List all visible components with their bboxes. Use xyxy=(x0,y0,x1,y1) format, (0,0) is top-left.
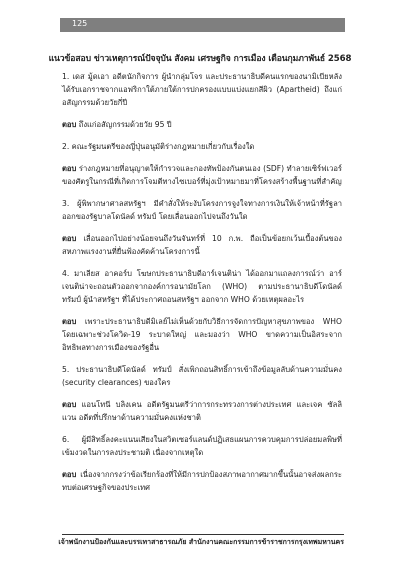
answer-1 xyxy=(62,118,342,131)
answer-5 xyxy=(62,398,342,424)
page-title: แนวข้อสอบ ข่าวเหตุการณ์ปัจจุบัน สังคม เศรษฐกิจ การเมือง เดือนกุมภาพันธ์ 2568 xyxy=(48,54,352,64)
answer-label: ตอบ xyxy=(62,317,77,326)
answer-label: ตอบ xyxy=(62,470,77,479)
question-5: 5. ประธานาธิบดีโดนัลด์ ทรัมป์ สั่งเพิกถอนสิทธิ์การเข้าถึงข้อมูลลับด้านความมั่นคง (security clearances) ของใคร xyxy=(62,365,342,387)
answer-label: ตอบ xyxy=(62,120,77,129)
question-3: 3. ผู้พิพากษาศาลสหรัฐฯ มีคำสั่งให้ระงับโครงการจูงใจทางการเงินให้เจ้าหน้าที่รัฐลาออกของรัฐบาลโดนัลด์ ทรัมป์ โดยเลื่อนออกไปจนถึงวันใด xyxy=(62,199,342,221)
answer-label: ตอบ xyxy=(62,234,77,243)
answer-3 xyxy=(62,232,342,258)
question-6: 6. ผู้มีสิทธิ์ลงคะแนนเสียงในสวิตเซอร์แลนด์ปฏิเสธแผนการควบคุมการปล่อยมลพิษที่เข้มงวดในการลงประชามติ เนื่องจากเหตุใด xyxy=(62,435,342,457)
answer-4 xyxy=(62,315,342,354)
page-number-bar xyxy=(60,18,345,32)
answer-text: เนื่องจากกรงว่าข้อเรียกร้องที่ให้มีการปกป้องสภาพอากาศมากขึ้นนั้นอาจส่งผลกระทบต่อเศรษฐกิจของประเทศ xyxy=(62,470,342,492)
answer-text: เพราะประธานาธิบดีมิเลย์ไม่เห็นด้วยกับวิธีการจัดการปัญหาสุขภาพของ WHO โดยเฉพาะช่วงโควิด-19 ระบาดใหญ่ และมองว่า WHO ขาดความเป็นอิสระจากอิทธิพลทางการเมืองของรัฐอื่น xyxy=(62,317,342,352)
answer-2 xyxy=(62,162,342,188)
page-footer: เจ้าพนักงานป้องกันและบรรเทาสาธารณภัย สำนักงานคณะกรรมการข้าราชการกรุงเทพมหานคร xyxy=(58,538,344,546)
answer-text: เลื่อนออกไปอย่างน้อยจนถึงวันจันทร์ที่ 10 ก.พ. ถือเป็นข้อยกเว้นเบื้องต้นของสหภาพแรงงานที่ยื่นฟ้องคัดค้านโครงการนี้ xyxy=(62,234,342,256)
answer-text: ร่างกฎหมายที่อนุญาตให้กำรวจและกองทัพป้องกันตนเอง (SDF) ทำลายเซิร์ฟเวอร์ของศัตรูในกรณีที่เกิดการโจมตีทางไซเบอร์ที่มุ่งเป้าหมายมาที่โครงสร้างพื้นฐานที่สำคัญ xyxy=(62,164,342,186)
question-1: 1. เดส มู้ดเอา อดีตนักกิจการ ผู้นำกลุ่มโจร และประธานาธิบดีคนแรกของนามิเบียหลังได้รับเอกราชจากแอฟริกาใต้ภายใต้การปกครองแบบแบ่งแยกสีผิว (Apartheid) ถึงแก่อสัญกรรมด้วยวัยกี่ปี xyxy=(62,72,342,107)
answer-6 xyxy=(62,468,342,494)
answer-text: แอนโทนี บลิงเคน อดีตรัฐมนตรีว่าการกระทรวงการต่างประเทศ และเจค ซัลลิแวน อดีตที่ปรึกษาด้านความมั่นคงแห่งชาติ xyxy=(62,400,342,422)
page-number: 125 xyxy=(72,19,88,28)
answer-label: ตอบ xyxy=(62,164,77,173)
answer-text: ถึงแก่อสัญกรรมด้วยวัย 95 ปี xyxy=(78,120,172,129)
footer-divider xyxy=(62,534,344,535)
answer-label: ตอบ xyxy=(62,400,77,409)
question-2: 2. คณะรัฐมนตรีของญี่ปุ่นอนุมัติร่างกฎหมายเกี่ยวกับเรื่องใด xyxy=(62,142,255,151)
question-4: 4. มาเลียส อาคอร์บ โฆษกประธานาธิบดีอาร์เจนติน่า ได้ออกมาแถลงการณ์ว่า อาร์เจนติน่าจะถอนตัวออกจากองค์การอนามัยโลก (WHO) ตามประธานาธิบดีโดนัลด์ ทรัมป์ ผู้นำสหรัฐฯ ที่ได้ประกาศถอนสหรัฐฯ ออกจาก WHO ด้วยเหตุผลอะไร xyxy=(62,269,342,304)
document-body xyxy=(62,70,342,503)
